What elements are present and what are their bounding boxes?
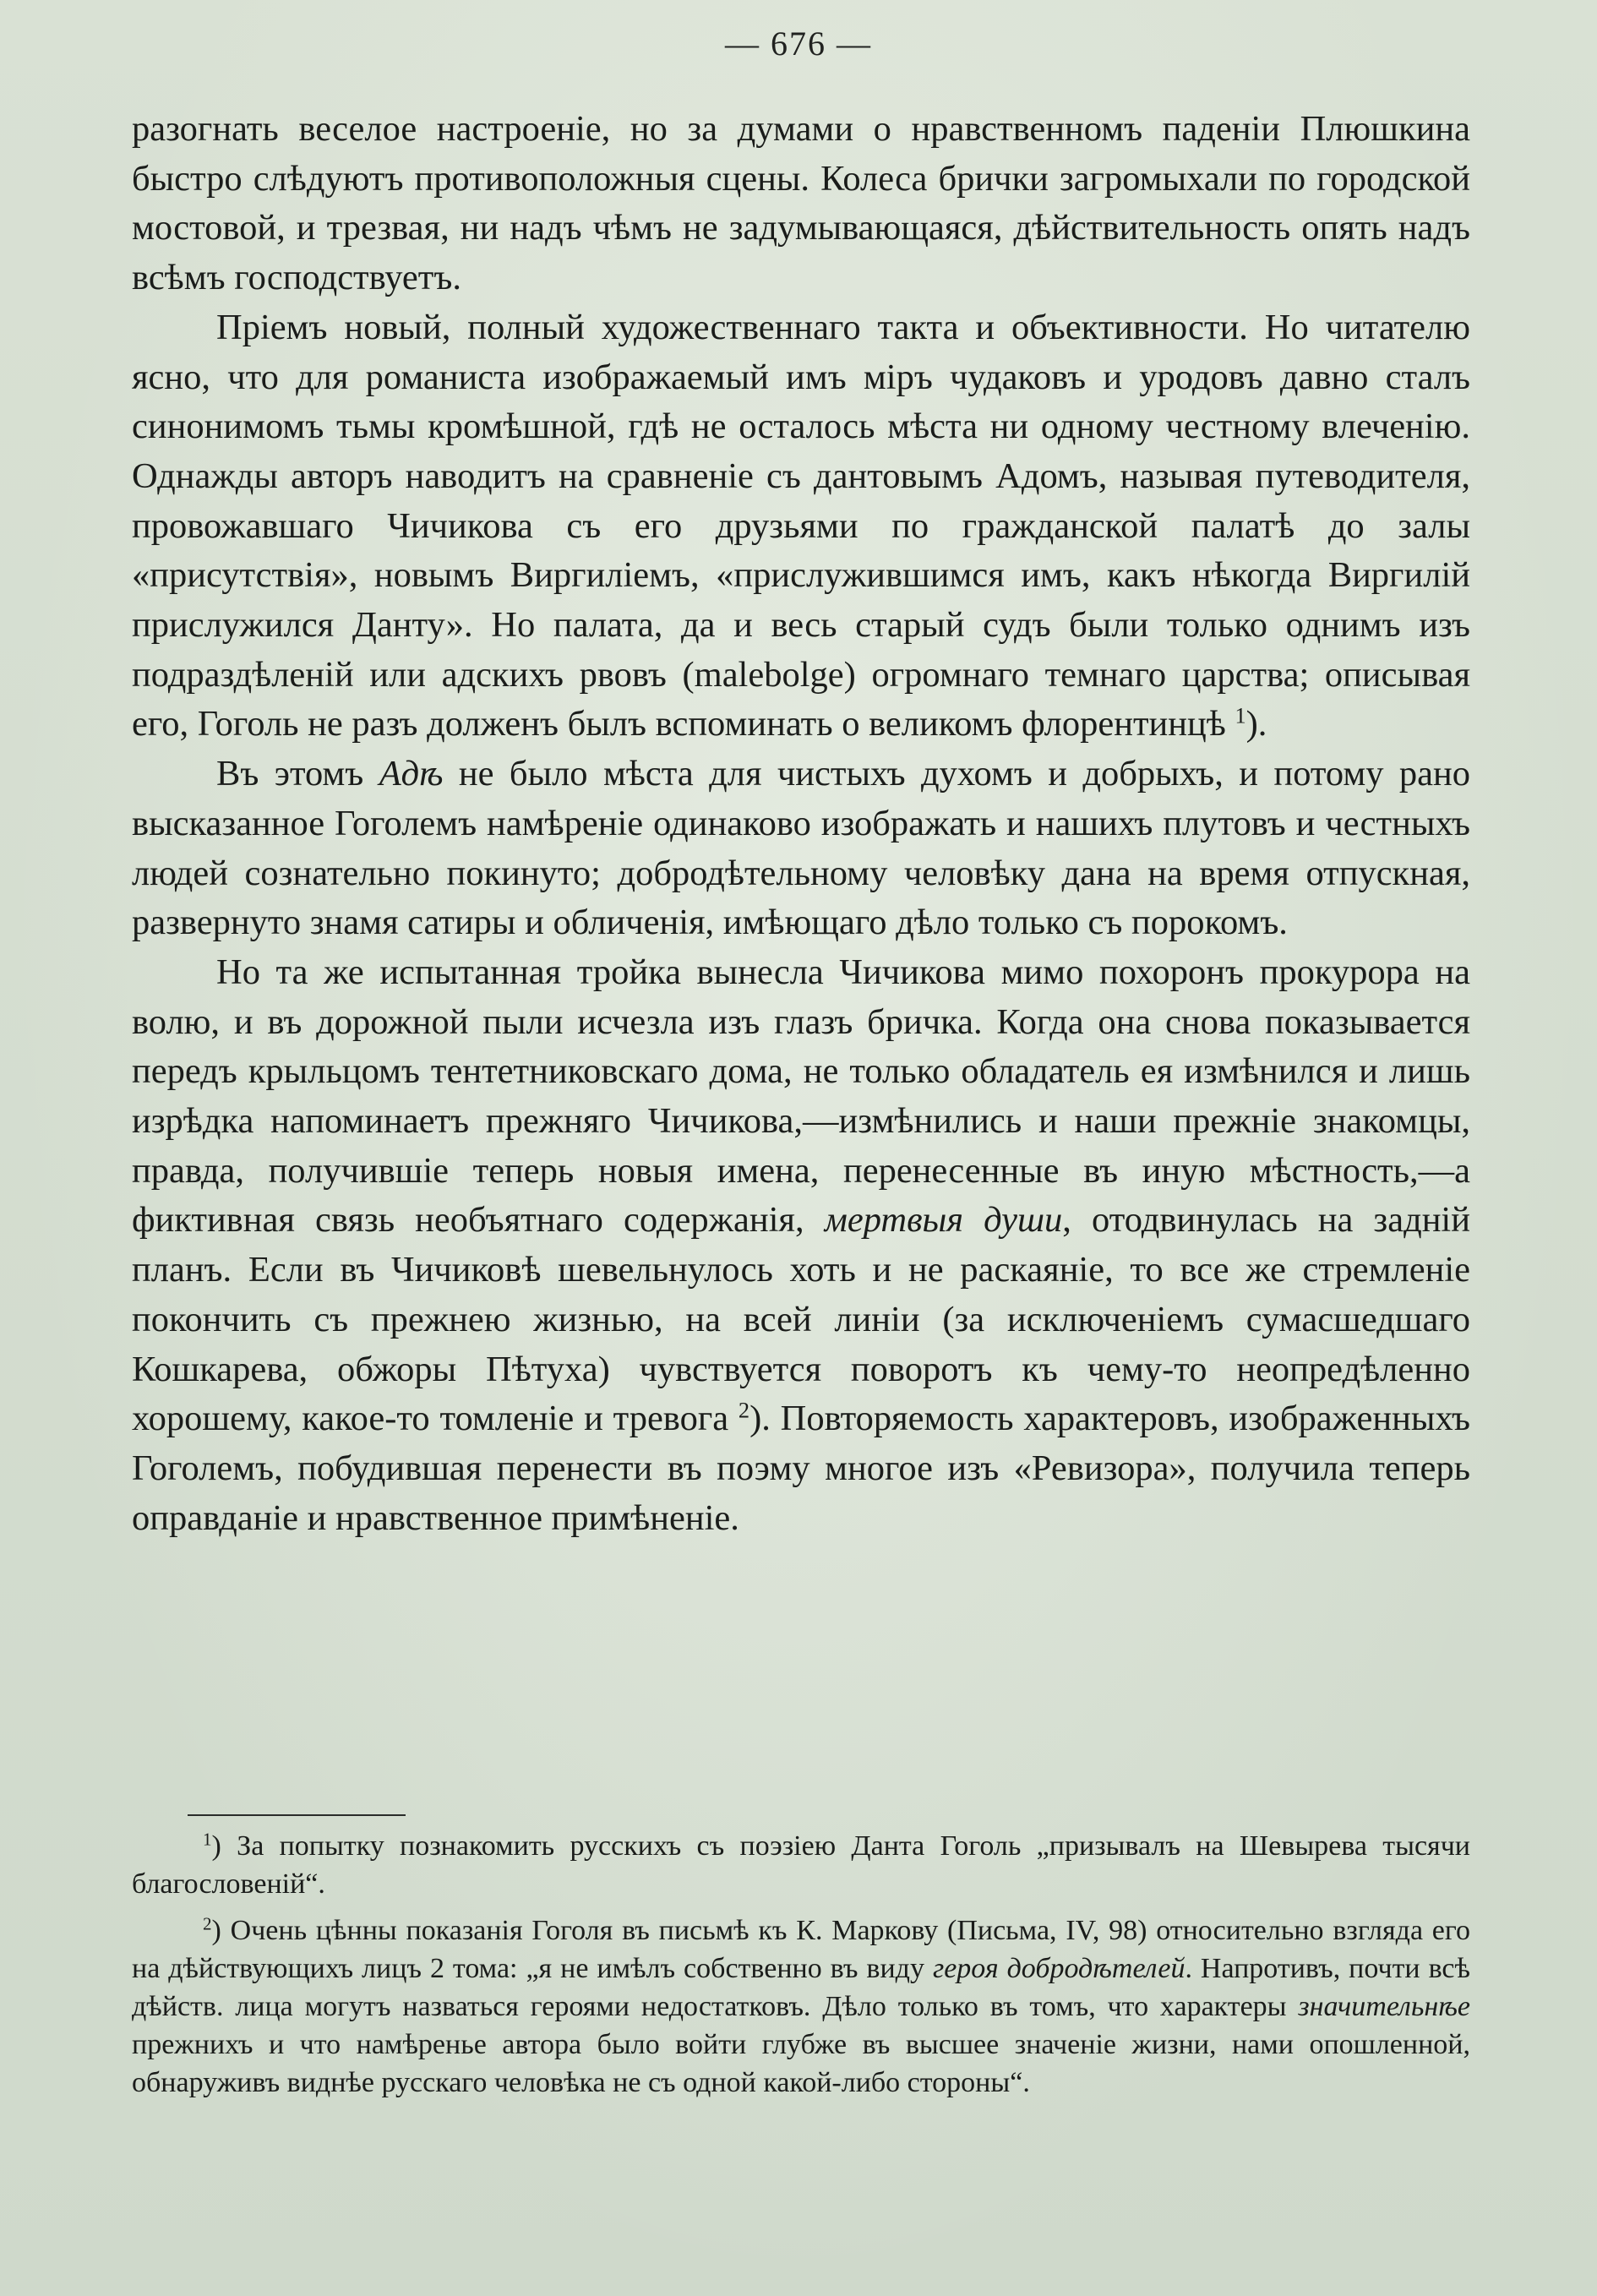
- paragraph-text: не было мѣста для чистыхъ духомъ и добрыхъ, и потому рано высказанное Гоголемъ намѣреніе одинаково изображать и нашихъ плутовъ и честныхъ людей сознательно покинуто; добродѣтельному человѣку дана на время отпускная, развернуто знамя сатиры и обличенія, имѣющаго дѣло только съ порокомъ.: [132, 754, 1470, 943]
- paragraph: [132, 105, 1470, 303]
- paragraph-text: Но та же испытанная тройка вынесла Чичикова мимо похоронъ прокурора на волю, и въ дорожной пыли исчезла изъ глазъ бричка. Когда она снова показывается передъ крыльцомъ тентетниковскаго дома, не только обладатель ея измѣнился и лишь изрѣдка напоминаетъ прежняго Чичикова,—измѣнились и наши прежніе знакомцы, правда, получившіе теперь новыя имена, перенесенные въ иную мѣстность,—а фиктивная связь необъятнаго содержанія,: [132, 952, 1470, 1241]
- main-text: [132, 105, 1470, 1543]
- paragraph-text: разогнать веселое настроеніе, но за думами о нравственномъ паденіи Плюшкина быстро слѣдуютъ противоположныя сцены. Колеса брички загромыхали по городской мостовой, и трезвая, ни надъ чѣмъ не задумывающаяся, дѣйствительность опять надъ всѣмъ господствуетъ.: [132, 109, 1470, 298]
- footnote: [132, 1827, 1470, 1903]
- paragraph: [132, 948, 1470, 1543]
- footnote-number: 2: [203, 1913, 212, 1934]
- italic-text: Адѣ: [379, 754, 444, 794]
- paragraph-text: Въ этомъ: [216, 754, 379, 794]
- footnote-number: 1: [203, 1829, 212, 1850]
- paragraph-text: , отодвинулась на задній планъ. Если въ Чичиковѣ шевельнулось хоть и не раскаяніе, то все же стремленіе покончить съ прежнею жизнью, на всей линіи (за исключеніемъ сумасшедшаго Кошкарева, обжоры Пѣтуха) чувствуется поворотъ къ чему-то неопредѣленно хорошему, какое-то томленіе и тревога: [132, 1200, 1470, 1439]
- paragraph-text: Пріемъ новый, полный художественнаго такта и объективности. Но читателю ясно, что для романиста изображаемый имъ міръ чудаковъ и уродовъ давно сталъ синонимомъ тьмы кромѣшной, гдѣ не осталось мѣста ни одному честному влеченію. Однажды авторъ наводитъ на сравненіе съ дантовымъ Адомъ, называя путеводителя, провожавшаго Чичикова съ его друзьями по гражданской палатѣ до залы «присутствія», новымъ Виргиліемъ, «прислужившимся имъ, какъ нѣкогда Виргилій прислужился Данту». Но палата, да и весь старый судъ были только однимъ изъ подраздѣленій или адскихъ рвовъ (malebolge) огромнаго темнаго царства; описывая его, Гоголь не разъ долженъ былъ вспоминать о великомъ флорентинцѣ: [132, 307, 1470, 744]
- paragraph: [132, 303, 1470, 750]
- italic-text: значительнѣе: [1298, 1991, 1470, 2022]
- footnote: [132, 1912, 1470, 2102]
- footnote-marker: 2: [738, 1398, 750, 1423]
- footnotes: [132, 1827, 1470, 2110]
- italic-text: мертвыя души: [824, 1200, 1063, 1241]
- paragraph-text: ). Повторяемость характеровъ, изображенныхъ Гоголемъ, побудившая перенести въ поэму многое изъ «Ревизора», получила теперь оправданіе и нравственное примѣненіе.: [132, 1399, 1470, 1538]
- footnote-text: прежнихъ и что намѣренье автора было войти глубже въ высшее значеніе жизни, нами опошленной, обнаруживъ виднѣе русскаго человѣка не съ одной какой-либо стороны“.: [132, 2029, 1470, 2098]
- paragraph-text: ).: [1245, 704, 1267, 744]
- footnote-text: ) Очень цѣнны показанія Гоголя въ письмѣ къ К. Маркову (Письма, IV, 98) относительно взгляда его на дѣйствующихъ лицъ 2 тома: „я не имѣлъ собственно въ виду: [132, 1915, 1470, 1984]
- footnote-marker: 1: [1235, 703, 1246, 728]
- italic-text: героя добродѣтелей: [932, 1953, 1185, 1984]
- page-number: — 676 —: [725, 25, 872, 63]
- paragraph: [132, 750, 1470, 948]
- footnote-separator: [188, 1814, 406, 1816]
- footnote-text: ) За попытку познакомить русскихъ съ поэзіею Данта Гоголь „призывалъ на Шевырева тысячи благословеній“.: [132, 1830, 1470, 1900]
- footnote-text: . Напротивъ, почти всѣ дѣйств. лица могутъ назваться героями недостатковъ. Дѣло только въ томъ, что характеры: [132, 1953, 1470, 2022]
